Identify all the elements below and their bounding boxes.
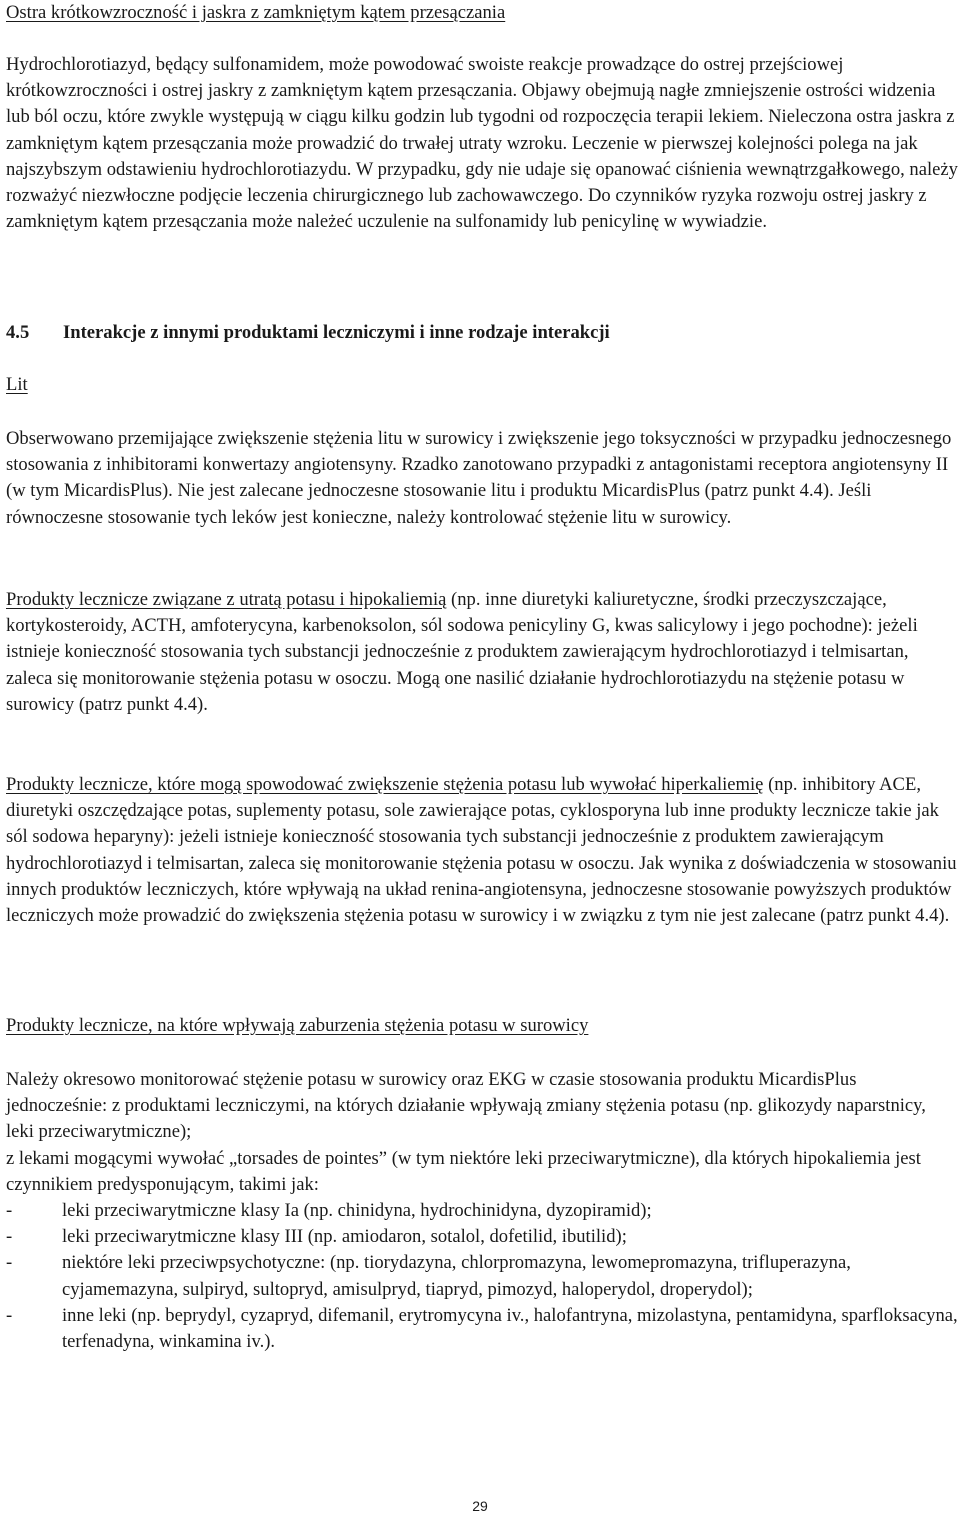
- list-item: [6, 1250, 958, 1302]
- list-bullet: -: [6, 1226, 13, 1248]
- potassium-loss-title: Produkty lecznicze związane z utratą potasu i hipokaliemią: [6, 589, 447, 610]
- list-bullet: -: [6, 1200, 13, 1222]
- lithium-heading: [6, 372, 958, 398]
- lithium-paragraph: Obserwowano przemijające zwiększenie stężenia litu w surowicy i zwiększenie jego toksyczności w przypadku jednoczesnego stosowania z inhibitorami konwertazy angiotensyny. Rzadko zanotowano przypadki z antagonistami receptora angiotensyny II (w tym MicardisPlus). Nie jest zalecane jednoczesne stosowanie litu i produktu MicardisPlus (patrz punkt 4.4). Jeśli równoczesne stosowanie tych leków jest konieczne, należy kontrolować stężenie litu w surowicy.: [6, 428, 952, 528]
- potassium-disturbance-para2: z lekami mogącymi wywołać „torsades de pointes” (w tym niektóre leki przeciwarytmiczne), dla których hipokaliemia jest czynnikiem predysponującym, takimi jak:: [6, 1147, 921, 1195]
- hyperkalemia-paragraph: [6, 772, 958, 929]
- list-item-text: inne leki (np. beprydyl, cyzapryd, difemanil, erytromycyna iv., halofantryna, mizolastyna, pentamidyna, sparfloksacyna, terfenadyna, winkamina iv.).: [62, 1304, 958, 1353]
- potassium-loss-paragraph: [6, 587, 958, 718]
- potassium-disturbance-body: [6, 1067, 958, 1355]
- list-item: [6, 1224, 958, 1250]
- list-item-text: leki przeciwarytmiczne klasy III (np. amiodaron, sotalol, dofetilid, ibutilid);: [62, 1226, 627, 1248]
- potassium-disturbance-para1: Należy okresowo monitorować stężenie potasu w surowicy oraz EKG w czasie stosowania produktu MicardisPlus jednocześnie: z produktami leczniczymi, na których działanie wpływają zmiany stężenia potasu (np. glikozydy naparstnicy, leki przeciwarytmiczne);: [6, 1069, 926, 1143]
- list-item: [6, 1198, 958, 1224]
- potassium-loss-text: (np. inne diuretyki kaliuretyczne, środki przeczyszczające, kortykosteroidy, ACTH, amfoterycyna, karbenoksolon, sól sodowa penicyliny G, kwas salicylowy i jego pochodne): jeżeli istnieje konieczność stosowania tych substancji jednocześnie z produktem zawierającym hydrochlorotiazyd i telmisartan, zaleca się monitorowanie stężenia potasu w osoczu. Mogą one nasilić działanie hydrochlorotiazydu na stężenie potasu w surowicy (patrz punkt 4.4).: [6, 589, 918, 715]
- glaucoma-paragraph: Hydrochlorotiazyd, będący sulfonamidem, może powodować swoiste reakcje prowadzące do ostrej przejściowej krótkowzroczności i ostrej jaskry z zamkniętym kątem przesączania. Objawy obejmują nagłe zmniejszenie ostrości widzenia lub ból oczu, które zwykle występują w ciągu kilku godzin lub tygodni od rozpoczęcia terapii lekiem. Nieleczona ostra jaskra z zamkniętym kątem przesączania może prowadzić do trwałej utraty wzroku. Leczenie w pierwszej kolejności polega na jak najszybszym odstawieniu hydrochlorotiazydu. W przypadku, gdy nie udaje się opanować ciśnienia wewnątrzgałkowego, należy rozważyć niezwłoczne podjęcie leczenia chirurgicznego lub zachowawczego. Do czynników ryzyka rozwoju ostrej jaskry z zamkniętym kątem przesączania może należeć uczulenie na sulfonamidy lub penicylinę w wywiadzie.: [6, 54, 958, 233]
- hyperkalemia-title: Produkty lecznicze, które mogą spowodować zwiększenie stężenia potasu lub wywołać hiperkaliemię: [6, 774, 764, 795]
- list-item-text: leki przeciwarytmiczne klasy Ia (np. chinidyna, hydrochinidyna, dyzopiramid);: [62, 1200, 652, 1222]
- potassium-disturbance-heading: [6, 1013, 958, 1039]
- potassium-disturbance-title: Produkty lecznicze, na które wpływają zaburzenia stężenia potasu w surowicy: [6, 1015, 589, 1036]
- list-item-text: niektóre leki przeciwpsychotyczne: (np. tiorydazyna, chlorpromazyna, lewomepromazyna, trifluperazyna, cyjamemazyna, sulpiryd, sultopryd, amisulpryd, tiapryd, pimozyd, haloperydol, droperydol);: [62, 1252, 851, 1300]
- list-bullet: -: [6, 1304, 13, 1326]
- lithium-title: Lit: [6, 374, 28, 395]
- list-bullet: -: [6, 1252, 13, 1274]
- hyperkalemia-text: (np. inhibitory ACE, diuretyki oszczędzające potas, suplementy potasu, sole zawierające potas, cyklosporyna lub inne produkty lecznicze takie jak sól sodowa heparyny): jeżeli istnieje konieczność stosowania tych substancji jednocześnie z produktem zawierającym hydrochlorotiazyd i telmisartan, zaleca się monitorowanie stężenia potasu w osoczu. Jak wynika z doświadczenia w stosowaniu innych produktów leczniczych, które wpływają na układ renina-angiotensyna, jednoczesne stosowanie powyższych produktów leczniczych może prowadzić do zwiększenia stężenia potasu w surowicy i w związku z tym nie jest zalecane (patrz punkt 4.4).: [6, 774, 957, 927]
- page-number: 29: [472, 1498, 488, 1514]
- section-number: 4.5: [6, 322, 30, 343]
- section-glaucoma-title: [6, 0, 958, 26]
- section-4-5-heading: [6, 320, 958, 346]
- section-title: Interakcje z innymi produktami leczniczymi i inne rodzaje interakcji: [63, 322, 610, 343]
- list-item: [6, 1303, 958, 1355]
- glaucoma-heading: Ostra krótkowzroczność i jaskra z zamkniętym kątem przesączania: [6, 2, 506, 23]
